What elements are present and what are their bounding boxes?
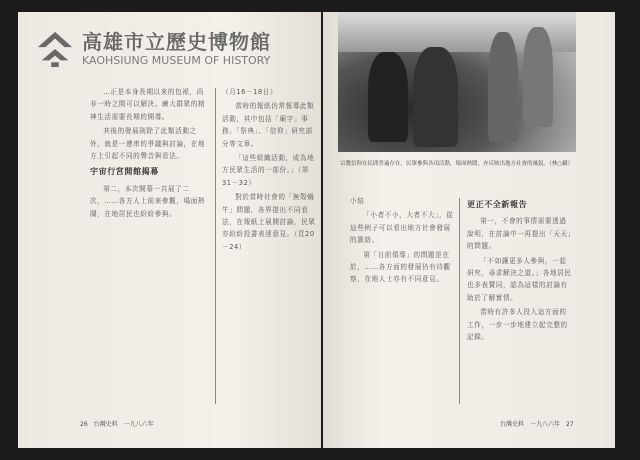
paragraph: 對於當時社會的「無殼蝸牛」問題，各界提出不同看法，在報紙上展開討論，民眾亦紛紛投書表達意見。（頁20－24） [222,193,316,251]
paragraph: 「不如讓更多人參與，一起研究，尋求解決之道。」各地居民也多表贊同，認為這樣的討論有助於了解實情。 [467,256,572,302]
paragraph: 第二，本次開幕一共展了二次，……各方人士前來參觀，場面熱鬧，在地居民也紛紛參與。 [90,184,206,218]
paragraph: 當時的報紙仍常報導此類活動，其中包括「廟宇」事務、「祭典」、「信仰」研究部分等文章。 [222,102,315,148]
paragraph: 第「目前領導」的問題是在於，……各方面的發展仍有待觀察，在地人士亦有不同意見。 [350,250,451,284]
paragraph: …正是本身長期以來的包袱，尚非一時之間可以解決。廣大群眾的精神生活需要長期的開導。 [90,88,206,121]
paragraph: 小結 [350,197,365,205]
watermark-en: KAOHSIUNG MUSEUM OF HISTORY [82,54,271,67]
photo-crowd [338,12,576,152]
paragraph: （月16－18日） [222,88,278,96]
museum-logo-icon [36,30,74,68]
left-column-2 [222,86,318,255]
right-column-1 [350,195,455,288]
column-divider [459,198,460,404]
paragraph: 當時有許多人投入這方面的工作，一步一步地建立起完整的記錄。 [467,308,568,342]
museum-watermark [36,26,318,76]
watermark-cn: 高雄市立歷史博物館 [82,30,271,54]
section-heading: 宇宙行宮開館揭幕 [90,167,159,177]
paragraph: 第一，不會的事情需要透過說明，在討論中一再提出「天天」的問題。 [467,217,572,251]
paragraph: 「這些組織活動，成為地方民眾生活的一部份。」（第31－32） [222,154,315,187]
left-column-1 [90,86,208,222]
column-divider [215,88,216,404]
section-heading: 更正不全新報告 [467,200,528,209]
right-page-footer: 台灣史料 一九八六年 27 [500,421,574,428]
photo-caption: 宗教信仰在民間普遍存在，民眾參與各項活動，場面熱鬧，亦反映出地方社會的風貌。（林○攝） [340,161,574,167]
right-column-2 [467,195,572,345]
paragraph: 「小者不小，大者不大」，從這些例子可以看出地方社會發展的脈絡。 [350,211,454,245]
paragraph: 其後的發展則除了此類活動之外，就是一連串的爭議與討論，在地方上引起不同的聲音與看法。 [90,127,206,161]
left-page-footer: 26 台灣史料 一九八六年 [80,421,154,428]
